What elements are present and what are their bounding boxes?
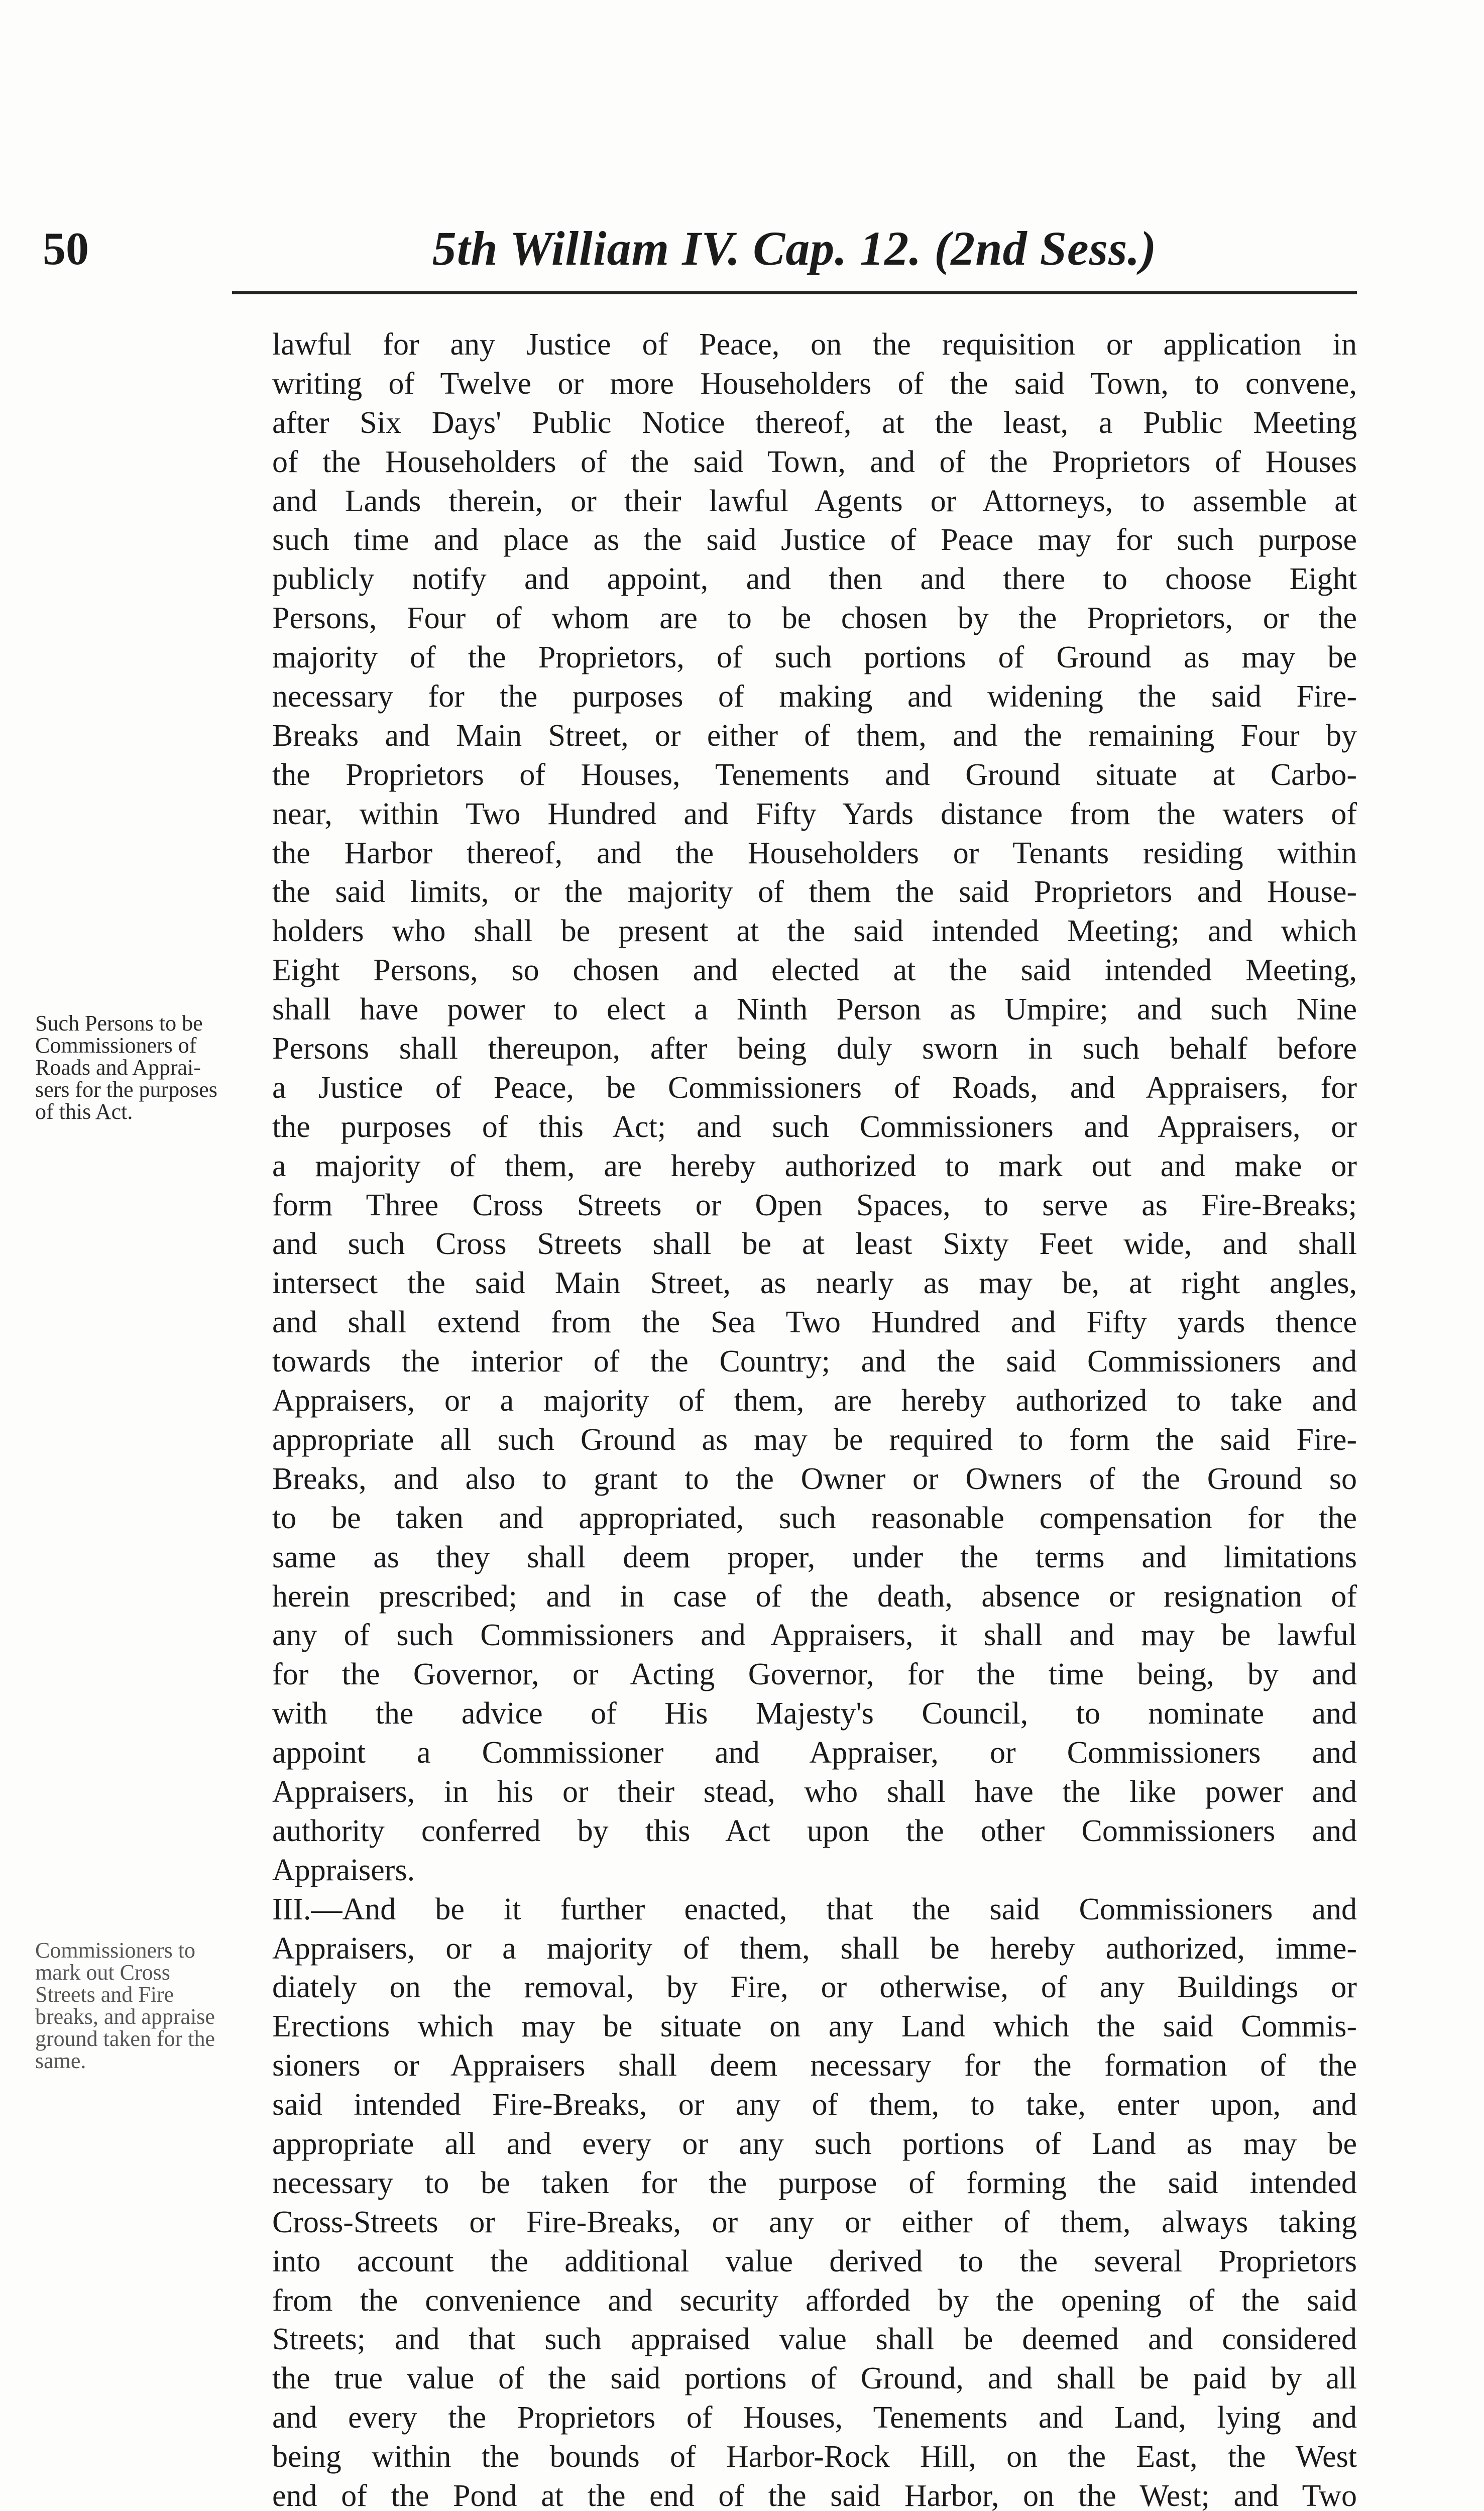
body-text-line: Cross-Streets or Fire-Breaks, or any or either of them, always taking — [272, 2205, 1357, 2239]
body-text-line: and such Cross Streets shall be at least Sixty Feet wide, and shall — [272, 1227, 1357, 1262]
body-text-line: Erections which may be situate on any Land which the said Commis- — [272, 2009, 1357, 2044]
body-text-line: authority conferred by this Act upon the other Commissioners and — [272, 1813, 1357, 1848]
running-head: 5th William IV. Cap. 12. (2nd Sess.) — [432, 221, 1157, 275]
body-text-line: and shall extend from the Sea Two Hundred and Fifty yards thence — [272, 1305, 1357, 1340]
body-text-line: form Three Cross Streets or Open Spaces, to serve as Fire-Breaks; — [272, 1188, 1357, 1222]
body-text-line: any of such Commissioners and Appraisers, it shall and may be lawful — [272, 1618, 1357, 1653]
body-text-line: Persons, Four of whom are to be chosen by the Proprietors, or the — [272, 601, 1357, 636]
body-text-line: the Harbor thereof, and the Householders or Tenants residing within — [272, 836, 1357, 870]
body-text-line: Breaks and Main Street, or either of them, and the remaining Four by — [272, 718, 1357, 753]
margin-note-line: Streets and Fire — [35, 1982, 174, 2007]
page-header — [0, 221, 1484, 281]
margin-note-line: ground taken for the — [35, 2026, 215, 2051]
body-text-line: majority of the Proprietors, of such portions of Ground as may be — [272, 640, 1357, 675]
body-text-line: a Justice of Peace, be Commissioners of Roads, and Appraisers, for — [272, 1070, 1357, 1105]
body-text-line: said intended Fire-Breaks, or any of them, to take, enter upon, and — [272, 2088, 1357, 2122]
body-text-line: to be taken and appropriated, such reasonable compensation for the — [272, 1501, 1357, 1535]
body-text-line: shall have power to elect a Ninth Person as Umpire; and such Nine — [272, 992, 1357, 1027]
margin-note-line: Such Persons to be — [35, 1011, 203, 1036]
body-text-line: diately on the removal, by Fire, or otherwise, of any Buildings or — [272, 1970, 1357, 2005]
body-text-line: into account the additional value derived to the several Proprietors — [272, 2244, 1357, 2278]
body-text-line: holders who shall be present at the said intended Meeting; and which — [272, 914, 1357, 949]
body-text-line: being within the bounds of Harbor-Rock Hill, on the East, the West — [272, 2440, 1357, 2474]
body-text-line: Persons shall thereupon, after being duly sworn in such behalf before — [272, 1032, 1357, 1066]
body-text-line: Breaks, and also to grant to the Owner or Owners of the Ground so — [272, 1461, 1357, 1496]
body-text-line: publicly notify and appoint, and then and there to choose Eight — [272, 562, 1357, 597]
body-text-line: appropriate all such Ground as may be required to form the said Fire- — [272, 1422, 1357, 1457]
body-text-line: appoint a Commissioner and Appraiser, or Commissioners and — [272, 1736, 1357, 1770]
body-text-line: such time and place as the said Justice of Peace may for such purpose — [272, 523, 1357, 557]
statute-body-text — [272, 325, 1357, 2511]
body-text-line: after Six Days' Public Notice thereof, at the least, a Public Meeting — [272, 405, 1357, 440]
body-text-line: the true value of the said portions of Ground, and shall be paid by all — [272, 2361, 1357, 2396]
body-text-line: necessary for the purposes of making and widening the said Fire- — [272, 679, 1357, 714]
body-text-line: sioners or Appraisers shall deem necessary for the formation of the — [272, 2048, 1357, 2083]
body-text-line: the said limits, or the majority of them the said Proprietors and House- — [272, 875, 1357, 909]
body-text-line: a majority of them, are hereby authorized to mark out and make or — [272, 1149, 1357, 1183]
margin-note-line: Commissioners to — [35, 1938, 196, 1963]
body-text-line: with the advice of His Majesty's Council, to nominate and — [272, 1696, 1357, 1731]
body-text-line: necessary to be taken for the purpose of forming the said intended — [272, 2165, 1357, 2200]
body-text-line: for the Governor, or Acting Governor, for the time being, by and — [272, 1657, 1357, 1692]
body-text-line: Appraisers, in his or their stead, who shall have the like power and — [272, 1774, 1357, 1809]
margin-note-mark-out-cross-streets — [35, 1939, 264, 2072]
body-text-line: Eight Persons, so chosen and elected at the said intended Meeting, — [272, 953, 1357, 988]
body-text-line: writing of Twelve or more Householders of the said Town, to convene, — [272, 366, 1357, 401]
body-text-line: same as they shall deem proper, under the terms and limitations — [272, 1540, 1357, 1574]
margin-note-commissioners-of-roads — [35, 1012, 264, 1123]
body-text-line: and Lands therein, or their lawful Agents or Attorneys, to assemble at — [272, 484, 1357, 518]
body-text-line: and every the Proprietors of Houses, Tenements and Land, lying and — [272, 2401, 1357, 2435]
body-text-line: Appraisers, or a majority of them, shall be hereby authorized, imme- — [272, 1931, 1357, 1966]
body-text-line: end of the Pond at the end of the said Harbor, on the West; and Two — [272, 2478, 1357, 2511]
body-text-line: near, within Two Hundred and Fifty Yards distance from the waters of — [272, 796, 1357, 831]
body-text-line: Appraisers. — [272, 1853, 415, 1887]
body-text-line: Streets; and that such appraised value shall be deemed and considered — [272, 2322, 1357, 2357]
margin-note-line: mark out Cross — [35, 1960, 170, 1985]
margin-note-line: of this Act. — [35, 1099, 133, 1124]
body-text-line: the purposes of this Act; and such Commissioners and Appraisers, or — [272, 1109, 1357, 1144]
margin-note-line: Commissioners of — [35, 1033, 197, 1058]
body-text-line: towards the interior of the Country; and the said Commissioners and — [272, 1344, 1357, 1379]
body-text-line: from the convenience and security afforded by the opening of the said — [272, 2283, 1357, 2318]
margin-note-line: sers for the purposes — [35, 1077, 217, 1102]
body-text-line: Appraisers, or a majority of them, are hereby authorized to take and — [272, 1384, 1357, 1418]
body-text-line: intersect the said Main Street, as nearly as may be, at right angles, — [272, 1266, 1357, 1301]
header-rule — [232, 291, 1357, 294]
body-text-line: herein prescribed; and in case of the death, absence or resignation of — [272, 1579, 1357, 1614]
body-text-line: appropriate all and every or any such portions of Land as may be — [272, 2126, 1357, 2161]
page-number: 50 — [43, 223, 89, 274]
body-text-line: the Proprietors of Houses, Tenements and Ground situate at Carbo- — [272, 757, 1357, 792]
body-text-line: lawful for any Justice of Peace, on the requisition or application in — [272, 327, 1357, 362]
margin-note-line: breaks, and appraise — [35, 2004, 215, 2029]
margin-note-line: Roads and Apprai- — [35, 1055, 201, 1080]
margin-note-line: same. — [35, 2048, 86, 2073]
body-text-line: of the Householders of the said Town, and of the Proprietors of Houses — [272, 444, 1357, 479]
body-text-line: III.—And be it further enacted, that the said Commissioners and — [272, 1892, 1357, 1926]
